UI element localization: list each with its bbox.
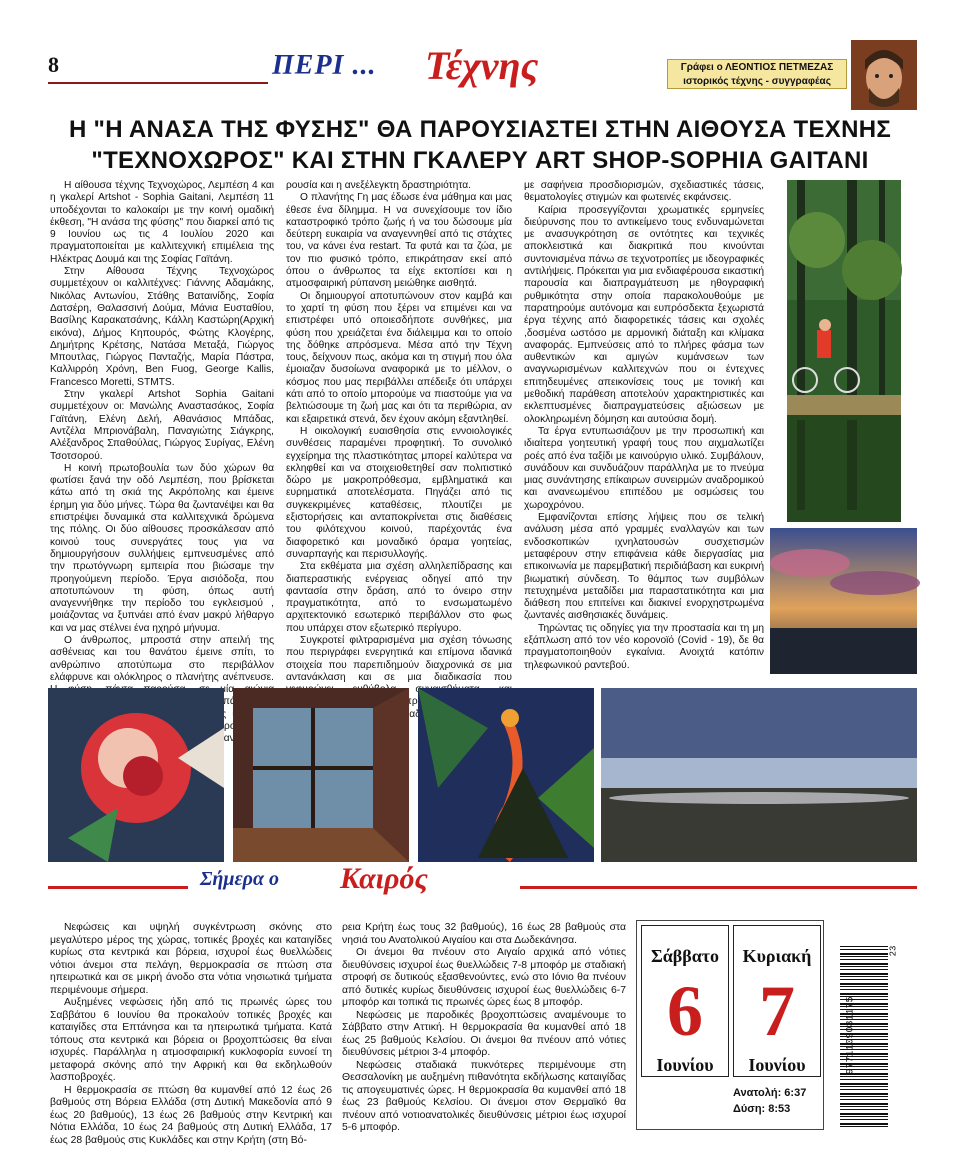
artwork-forest-cyclist (787, 180, 901, 522)
barcode-issue: 23 (888, 945, 899, 957)
day-name: Κυριακή (742, 946, 812, 966)
weather-title-b: Καιρός (340, 862, 428, 895)
article-headline (60, 114, 900, 176)
article-column-2 (286, 180, 512, 683)
day-box-saturday (641, 925, 729, 1077)
paragraph: Ο πλανήτης Γη μας έδωσε ένα μάθημα και μας έθεσε ένα δίλημμα. Η να συνεχίσουμε τον ίδιο καταστροφικό τρόπο ζωής ή να του δώσουμε μία δεύτερη ευκαιρία να αναγεννηθεί από τις στάχτες του, να κάνει ένα restart. Τα φυτά και τα ζώα, με τον πιο φυσικό τρόπο, επικράτησαν εκεί από όπου ο άνθρωπος τα είχε εκτοπίσει και η ατμοσφαιρική ρύπανση μειώθηκε αισθητά. (286, 192, 512, 290)
paragraph: Αυξημένες νεφώσεις ήδη από τις πρωινές ώρες του Σαββάτου 6 Ιουνίου θα προκαλούν τοπικές βροχές και καταιγίδες στα Επτάνησα και τα ηπειρωτικά τμήματα. Κατά τόπους στα κεντρικά και βόρεια οι βροχοπτώσεις θα είναι ισχυρές. Παράλληλα η ατμοσφαιρική κυκλοφορία ευνοεί τη μεταφορά σκόνης από την Αφρική και θα εκδηλωθούν λασποβροχές. (50, 997, 332, 1083)
byline-box (667, 59, 847, 89)
paragraph: Στα εκθέματα μια σχέση αλληλεπίδρασης και διαπεραστικής ενέργειας οδηγεί από την φαντασία στην δράση, από το όνειρο στην πραγματικότητα, από το ενσωματωμένο αρχιτεκτονικό εσωτερικό περιβάλλον στο φως που υπάρχει στον εξωτερικό περίγυρο. (286, 561, 512, 634)
paragraph: με σαφήνεια προσδιορισμών, σχεδιαστικές τάσεις, θεματολογίες στιγμών και φωτεινές εκφάνσεις. (524, 180, 764, 204)
day-name: Σάββατο (650, 946, 720, 966)
weather-column-1 (50, 922, 332, 1146)
paragraph: Τα έργα εντυπωσιάζουν με την προσωπική και ιδιαίτερα γοητευτική γραφή τους που αιχμαλωτίζει ροές από ένα ταξίδι με καινούργιο υλικό. Συμβάλουν, συνάδουν και συνδυάζουν παράλληλα με το πνεύμα μιας συνάντησης επίκαιρων συνειρμών αναδρομικού και ανανεωμένου επιπέδου με οσμώσεις του χωροχρόνου. (524, 425, 764, 511)
weather-title-a: Σήμερα ο (200, 868, 280, 890)
byline-role: ιστορικός τέχνης - συγγραφέας (683, 76, 831, 87)
paragraph: Οι δημιουργοί αποτυπώνουν στον καμβά και το χαρτί τη φύση που ξέρει να επιμένει και να επιστρέφει υπό οποιεσδήποτε συνθήκες, μια φύση που χρειάζεται ένα διάλειμμα και το οποίο της δόθηκε απρόσμενα. Μέσα από την Τέχνη τους, δείχνουν πως, ακόμα και τη στιγμή που όλα έμοιαζαν δυσοίωνα αναφορικά με το μέλλον, ο κόσμος που μας περιβάλλει απέδειξε ότι υπάρχει κάτι από το οποίο μπορούμε να πιαστούμε για να βελτιώσουμε τη ζωή μας και ότι τα περιθώρια, αν και εξαιρετικά στενά, δεν έχουν ακόμη εξαντληθεί. (286, 290, 512, 425)
sunset-text: Δύση: 8:53 (733, 1103, 791, 1115)
section-title-techni: Τέχνης (425, 43, 539, 88)
artwork-figure-abstract (418, 688, 594, 862)
artwork-seascape (601, 688, 917, 862)
paragraph: Νεφώσεις και υψηλή συγκέντρωση σκόνης στο μεγαλύτερο μέρος της χώρας, τοπικές βροχές και καταιγίδες κυρίως στα κεντρικά και βόρεια, ισχυροί έως θυελλώδεις νότιοι άνεμοι στα πελάγη, θερμοκρασία σε πτώση στα ηπειρωτικά και σε μικρή άνοδο στα νότια νησιωτικά τμήματα περιμένουμε σήμερα. (50, 922, 332, 996)
paragraph: Στην Αίθουσα Τέχνης Τεχνοχώρος συμμετέχουν οι καλλιτέχνες: Γιάννης Αδαμάκης, Νικόλας Αντωνίου, Στάθης Βαταινίδης, Σοφία Δατσέρη, Θαλασσινή Δούμα, Μάνια Ευσταθίου, Βασίλης Καρακατσάνης, Κάλλη Καστώρη(Αρχική εικόνα), Δήμος Κηπουρός, Φώτης Κλογέρης, Δημήτρης Κρέτσης, Νατάσα Μεταξά, Γιώργος Μπουτλας, Γιώργος Πανταζής, Μαρία Πάστρα, Καλλιρρόη Χρόνη, Ben Fuog, George Kallis, Francesco Moretti, STMTS. (50, 266, 274, 388)
paragraph: Τηρώντας τις οδηγίες για την προστασία και τη μη εξάπλωση από τον νέο κορονοϊό (Covid - 19), δε θα πραγματοποιηθούν εγκαίνια. Ανοιχτά κατόπιν τηλεφωνικού ραντεβού. (524, 622, 764, 671)
artwork-window-room (233, 688, 409, 862)
paragraph: Νεφώσεις σταδιακά πυκνότερες περιμένουμε στη Θεσσαλονίκη με αυξημένη πιθανότητα εκδήλωσης καταιγίδας τις απογευματινές ώρες. Η θερμοκρασία θα κυμανθεί από 18 έως 23 βαθμούς Κελσίου. Οι άνεμοι στον Θερμαϊκό θα πνέουν από νοτιοανατολικές διευθύνσεις μέτριοι έως ισχυροί 5-6 μποφόρ. (342, 1059, 626, 1133)
article-column-1 (50, 180, 274, 696)
header-rule-left (48, 82, 268, 84)
author-portrait (851, 40, 917, 110)
headline-line-1: Η "Η ΑΝΑΣΑ ΤΗΣ ΦΥΣΗΣ" ΘΑ ΠΑΡΟΥΣΙΑΣΤΕΙ ΣΤΗΝ ΑΙΘΟΥΣΑ ΤΕΧΝΗΣ (68, 116, 892, 143)
headline-line-2: "ΤΕΧΝΟΧΩΡΟΣ" ΚΑΙ ΣΤΗΝ ΓΚΑΛΕΡΥ ART SHOP-SOPHIA GAITANI (91, 147, 869, 174)
artwork-rose (48, 688, 224, 862)
paragraph: Η οικολογική ευαισθησία στις εννοιολογικές συνθέσεις παραμένει προφητική. Το συνολικό εγχείρημα της πλαστικότητας μπορεί καλύτερα να εκληφθεί και να στοιχειοθετηθεί σαν πολιτιστικό δώρο με μακροπρόθεσμα, εμβληματικά και ευρηματικά αποτελέσματα. Πηγάζει από τις συγκεκριμένες καταθέσεις, πλουτίζει με εξιστορήσεις και ανταποκρίνεται στις διαθέσεις του φιλότεχνου κοινού, παρέχοντάς ένα διαφορετικό και μοναδικό όραμα γοητείας, συναρπαγής και περισυλλογής. (286, 425, 512, 560)
paragraph: Νεφώσεις με παροδικές βροχοπτώσεις αναμένουμε το Σάββατο στην Αττική. Η θερμοκρασία θα κυμανθεί από 18 έως 25 βαθμούς Κελσίου. Οι άνεμοι θα πνέουν από νότιες διευθύνσεις μέτριοι 3-4 μποφόρ. (342, 1009, 626, 1058)
weather-rule-left (48, 886, 188, 889)
barcode-bars (828, 946, 898, 1128)
paragraph: Η αίθουσα τέχνης Τεχνοχώρος, Λεμπέση 4 και η γκαλερί Artshot - Sophia Gaitani, Λεμπέση 11 υποδέχονται το καλοκαίρι με την κοινή ομαδική έκθεση, "Η ανάσα της φύσης" που διαρκεί από τις 9 Ιουνίου ως τις 4 Ιουλίου 2020 και πραγματοποιείται με καλλιτεχνική επιμέλεια της Ηλέκτρας Δουμά και της Σοφίας Γαϊτάνη. (50, 180, 274, 265)
paragraph: Οι άνεμοι θα πνέουν στο Αιγαίο αρχικά από νότιες διευθύνσεις ισχυροί έως θυελλώδεις 7-8 μποφόρ με σταδιακή στροφή σε δυτικούς εξασθενούντες, ενώ στο Ιόνιο θα πνέουν από δυτικές κυρίως διευθύνσεις ισχυροί έως θυελλώδεις 6-7 μποφόρ και τοπικά τις πρωινές ώρες έως 8 μποφόρ. (342, 947, 626, 1008)
paragraph: Η θερμοκρασία σε πτώση θα κυμανθεί από 12 έως 26 βαθμούς στη Βόρεια Ελλάδα (στη Δυτική Μακεδονία από 9 έως 20 βαθμούς), 13 έως 26 βαθμούς στην Κεντρική και Νότια Ελλάδα, 10 έως 24 βαθμούς στη Δυτική Ελλάδα, 17 έως 28 βαθμούς στις Κυκλάδες και στην Κρήτη (στη Βό- (50, 1084, 332, 1146)
paragraph: Ο άνθρωπος, μπροστά στην απειλή της ασθένειας και του θανάτου έμεινε σπίτι, το ανθρώπινο αποτύπωμα στο περιβάλλον ελάφρυνε και ολόκληρος ο πλανήτης ανέπνευσε. μία (50, 634, 274, 696)
paragraph: Στην γκαλερί Artshot Sophia Gaitani συμμετέχουν οι: Μανώλης Αναστασάκος, Σοφία Γαϊτάνη, Ελένη Δελή, Αθανάσιος Μπάδας, Αντζέλα Μπριονάβαλη, Παναγιώτης Σιάγκρης, Αλέξανδρος Σπαθούλας, Γιώργος Συρίγας, Ελένη Τσοτσορού. (50, 389, 274, 462)
section-title-peri: ΠΕΡΙ ... (272, 50, 377, 81)
barcode-number: 9771109031175 (845, 996, 857, 1075)
artwork-sunset-sky (770, 528, 917, 674)
day-number: 6 (667, 971, 703, 1051)
sunrise-text: Ανατολή: 6:37 (733, 1087, 807, 1099)
paragraph: Εμφανίζονται επίσης λήψεις που σε τελική ανάλυση μέσα από γραμμές εναλλαγών και των ενδοσκοπικών ιχνηλατουσών συσχετισμών μεταφέρουν στην επιφάνεια κάθε διεργασίας μια επικοινωνία με παρεμβατική περιδιάβαση και ευκρινή βιωματική σύνδεση. Το θάμπος των συμβόλων πετυχημένα μεταδίδει μια παραστατικότητα και μια διάθεση που επιτείνει και διακινεί ενορχηστρωμένα ζωντανές αισθησιακές δυνάμεις. (524, 512, 764, 622)
article-column-3 (524, 180, 764, 675)
weather-column-2 (342, 922, 626, 1137)
day-number: 7 (759, 971, 795, 1051)
paragraph: ρουσία και η ανεξέλεγκτη δραστηριότητα. (286, 180, 471, 191)
paragraph: Καίρια προσεγγίζονται χρωματικές ερμηνείες διεύρυνσης που το αντικείμενο τους ενδυναμώνεται με ανασυγκρότηση σε οντότητες και τεχνικές αποκλειστικά και διακριτικά που κινούνται συντονισμένα πάνω σε τεχνοτροπίες με ιδεογραφικές αντιλήψεις. Πρόκειται για μια ενδιαφέρουσα εικαστική παρουσία και διαπραγμάτευση με ηθογραφική ρυθμικότητα στην οποία παρακολουθούμε με παρατηρούμε αυτόνομα και ευπρόσδεκτα ξεχωριστά έργα τέχνης από διαφορετικές τάσεις και σχολές ,δοσμένα ωστόσο με αρμονική διάταξη και κλίμακα αναφοράς. Εμπνεύσεις από το πλήρες φάσμα των αυθεντικών και αμιγών κυμάνσεων των αναγνωρισμένων καλλιτεχνών που οι έντεχνες επιτηδευμένες απεικονίσεις τους με τονική και μεθοδική παράθεση αποτελούν χαρακτηριστικές και εκλεπτυσμένες διαπραγματεύσεις αξιώσεων με ολοκληρωμένη δόμηση και αυτούσια δομή. (524, 204, 764, 425)
byline-author: Γράφει ο ΛΕΟΝΤΙΟΣ ΠΕΤΜΕΖΑΣ (680, 62, 834, 73)
paragraph: Συγκροτεί φιλτραρισμένα μια σχέση τόνωσης που περιγράφει ενεργητικά και επίμονα ιδανικά στοιχεία που παρεπιδημούν διαχρονικά σε μια αντανάκλαση και σε μια διαδικασία που (286, 634, 512, 683)
day-box-sunday (733, 925, 821, 1077)
date-panel (636, 920, 824, 1130)
paragraph: ρεια Κρήτη έως τους 32 βαθμούς), 16 έως 28 βαθμούς στα νησιά του Ανατολικού Αιγαίου και στα Δωδεκάνησα. (342, 922, 626, 946)
barcode (828, 946, 908, 1128)
page-number: 8 (48, 52, 59, 77)
day-month: Ιουνίου (748, 1055, 806, 1075)
paragraph: Η κοινή πρωτοβουλία των δύο χώρων θα φωτίσει ξανά την οδό Λεμπέση, που βρίσκεται κάτω από τη σκιά της Ακρόπολης και έμεινε έρημη για δύο μήνες. Τώρα θα ζωντανέψει και θα επιστρέψει δυναμικά στα καλλιτεχνικά δρώμενα της πόλης. Οι δύο αίθουσες προσκάλεσαν από κοινού τους συνεργάτες τους για να δημιουργήσουν συλλήψεις εμπνευσμένες από την πρωτόγνωρη εμπειρία που βιώσαμε την προηγούμενη περίοδο. Έργα αισιόδοξα, που αποτυπώνουν τη φύση, όπως αυτή αναγεννήθηκε την περίοδο του εγκλεισμού , μοιάζοντας να ξυπνάει από έναν μακρύ λήθαργο και να μας στέλνει ένα ηχηρό μήνυμα. (50, 462, 274, 634)
weather-rule-right (520, 886, 917, 889)
day-month: Ιουνίου (656, 1055, 714, 1075)
